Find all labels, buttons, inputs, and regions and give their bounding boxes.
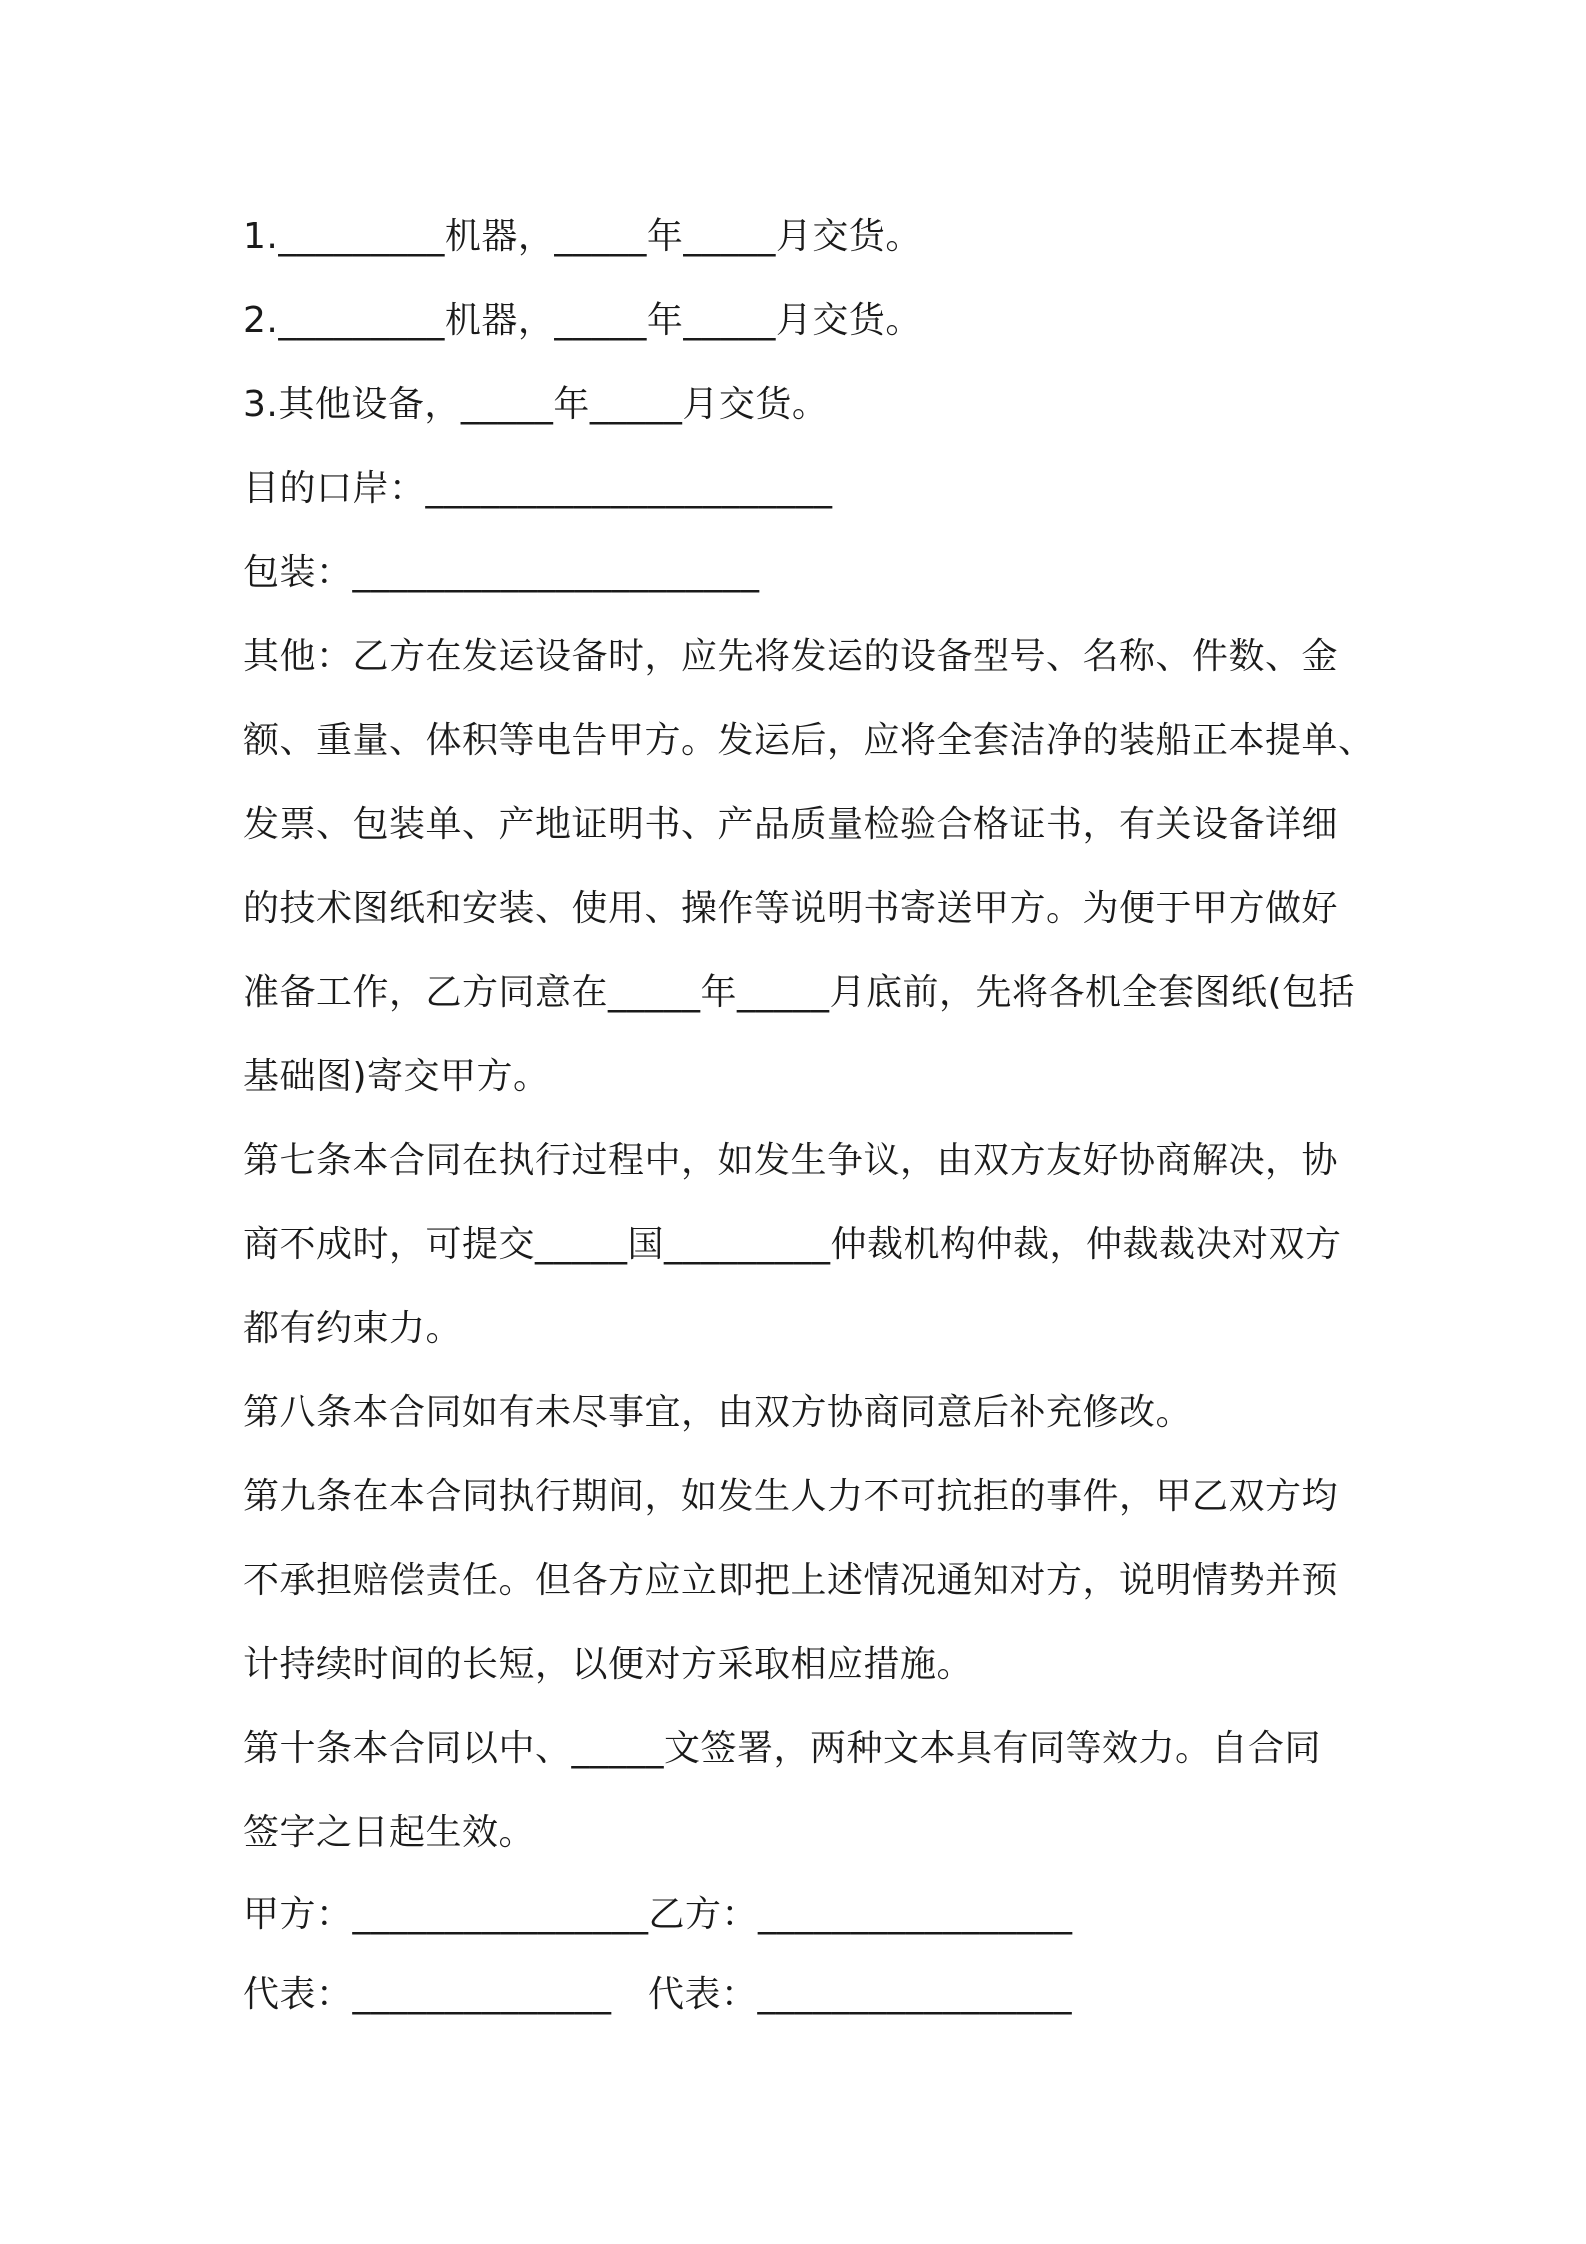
signature-block xyxy=(243,1875,1358,2035)
article-10-line: 第十条本合同以中、_____文签署，两种文本具有同等效力。自合同 xyxy=(243,1728,1322,1769)
other-clause-line: 准备工作，乙方同意在_____年_____月底前，先将各机全套图纸(包括 xyxy=(243,972,1356,1013)
delivery-item-3: 3.其他设备，_____年_____月交货。 xyxy=(243,384,829,425)
article-10-line: 签字之日起生效。 xyxy=(243,1812,536,1853)
other-clause xyxy=(243,615,1375,1119)
other-clause-line: 额、重量、体积等电告甲方。发运后，应将全套洁净的装船正本提单、 xyxy=(243,720,1375,761)
article-7-line: 都有约束力。 xyxy=(243,1308,463,1349)
other-clause-line: 发票、包装单、产地证明书、产品质量检验合格证书，有关设备详细 xyxy=(243,804,1339,845)
other-clause-line: 其他：乙方在发运设备时，应先将发运的设备型号、名称、件数、金 xyxy=(243,636,1339,677)
article-8 xyxy=(243,1371,1358,1455)
other-clause-line: 基础图)寄交甲方。 xyxy=(243,1056,550,1097)
article-7-line: 商不成时，可提交_____国_________仲裁机构仲裁，仲裁裁决对双方 xyxy=(243,1224,1342,1265)
article-9-line: 计持续时间的长短，以便对方采取相应措施。 xyxy=(243,1644,974,1685)
other-clause-line: 的技术图纸和安装、使用、操作等说明书寄送甲方。为便于甲方做好 xyxy=(243,888,1339,929)
packing: 包装：______________________ xyxy=(243,552,760,593)
article-9 xyxy=(243,1455,1358,1707)
signature-row-party: 甲方：________________乙方：_________________ xyxy=(243,1894,1073,1935)
article-10 xyxy=(243,1707,1358,1875)
delivery-item-1: 1._________机器，_____年_____月交货。 xyxy=(243,216,922,257)
contract-body xyxy=(243,195,1375,2035)
article-8-line: 第八条本合同如有未尽事宜，由双方协商同意后补充修改。 xyxy=(243,1392,1193,1433)
delivery-item-2: 2._________机器，_____年_____月交货。 xyxy=(243,300,922,341)
article-7 xyxy=(243,1119,1358,1371)
article-9-line: 第九条在本合同执行期间，如发生人力不可抗拒的事件，甲乙双方均 xyxy=(243,1476,1339,1517)
article-7-line: 第七条本合同在执行过程中，如发生争议，由双方友好协商解决，协 xyxy=(243,1140,1339,1181)
article-9-line: 不承担赔偿责任。但各方应立即把上述情况通知对方，说明情势并预 xyxy=(243,1560,1339,1601)
signature-row-representative: 代表：______________ 代表：_________________ xyxy=(243,1974,1073,2015)
destination-port: 目的口岸：______________________ xyxy=(243,468,833,509)
